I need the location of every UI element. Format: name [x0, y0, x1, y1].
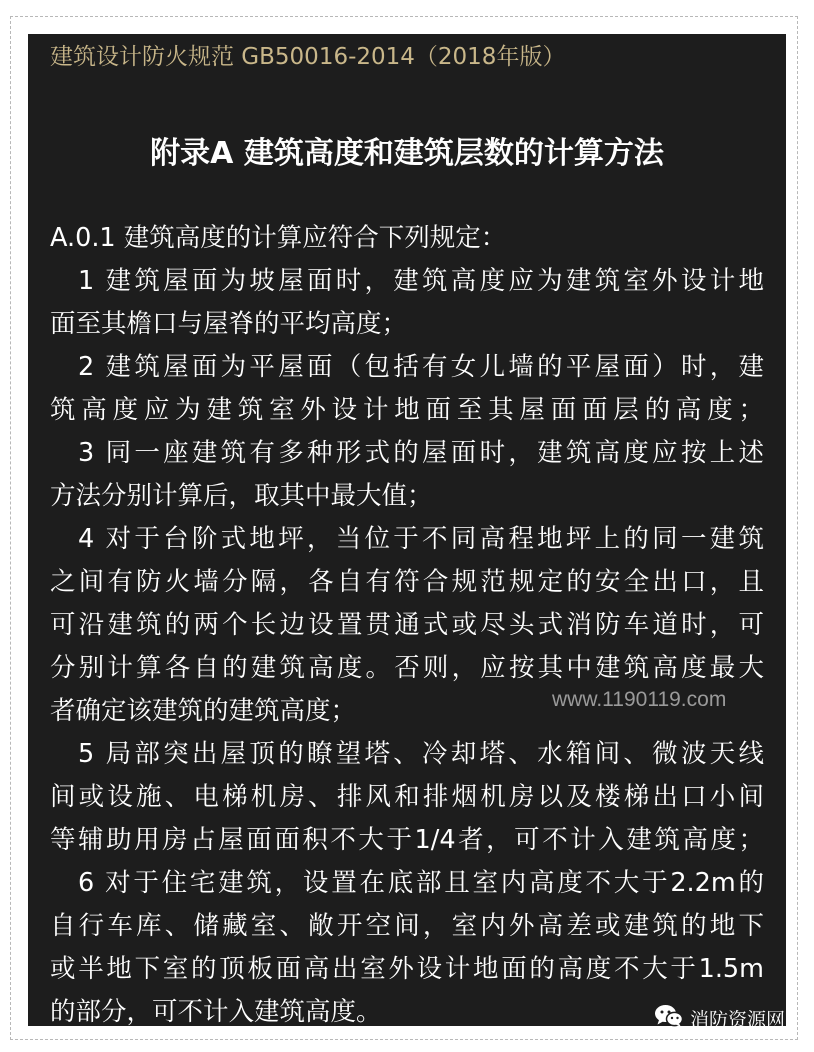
site-watermark: www.1190119.com	[552, 688, 727, 711]
text-line: 分别计算各自的建筑高度。否则，应按其中建筑高度最大	[50, 653, 764, 683]
text-line: 方法分别计算后，取其中最大值；	[50, 481, 433, 511]
text-line: 筑高度应为建筑室外设计地面至其屋面面层的高度；	[50, 395, 764, 425]
brand-mark	[654, 1003, 785, 1033]
text-line: 自行车库、储藏室、敞开空间，室内外高差或建筑的地下	[50, 911, 764, 941]
text-line: 间或设施、电梯机房、排风和排烟机房以及楼梯出口小间	[50, 782, 764, 812]
document-body	[50, 217, 764, 1034]
text-line: 或半地下室的顶板面高出室外设计地面的高度不大于1.5m	[50, 954, 764, 984]
clause-heading: A.0.1 建筑高度的计算应符合下列规定：	[50, 223, 507, 253]
text-line: 等辅助用房占屋面面积不大于1/4者，可不计入建筑高度；	[50, 825, 764, 855]
text-line: 的部分，可不计入建筑高度。	[50, 997, 382, 1027]
text-line: 1 建筑屋面为坡屋面时，建筑高度应为建筑室外设计地	[78, 266, 764, 296]
text-line: 2 建筑屋面为平屋面（包括有女儿墙的平屋面）时，建	[78, 352, 764, 382]
text-line: 面至其檐口与屋脊的平均高度；	[50, 309, 408, 339]
brand-name: 消防资源网	[690, 1008, 786, 1031]
text-line: 3 同一座建筑有多种形式的屋面时，建筑高度应按上述	[78, 438, 764, 468]
text-line: 4 对于台阶式地坪，当位于不同高程地坪上的同一建筑	[78, 524, 764, 554]
text-line: 6 对于住宅建筑，设置在底部且室内高度不大于2.2m的	[78, 868, 764, 898]
wechat-icon	[654, 1003, 684, 1033]
text-line: 5 局部突出屋顶的瞭望塔、冷却塔、水箱间、微波天线	[78, 739, 764, 769]
text-line: 可沿建筑的两个长边设置贯通式或尽头式消防车道时，可	[50, 610, 764, 640]
text-line: 之间有防火墙分隔，各自有符合规范规定的安全出口，且	[50, 567, 764, 597]
text-line: 者确定该建筑的建筑高度；	[50, 696, 357, 726]
standard-name: 建筑设计防火规范 GB50016-2014（2018年版）	[50, 44, 566, 70]
appendix-title: 附录A 建筑高度和建筑层数的计算方法	[150, 136, 664, 171]
